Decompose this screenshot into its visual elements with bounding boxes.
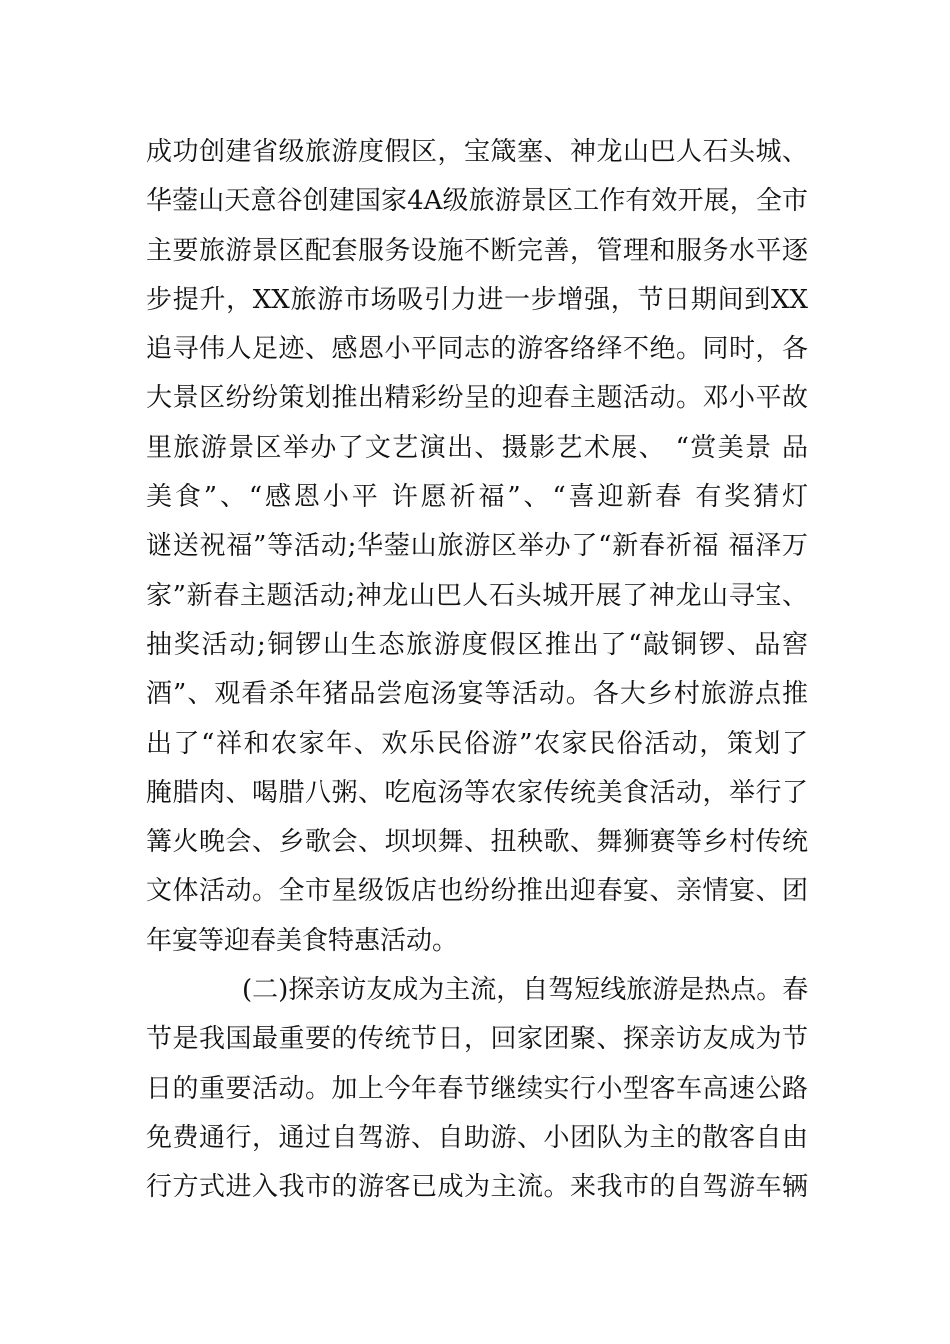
text-line: 美食”、“感恩小平 许愿祈福”、“喜迎新春 有奖猜灯 — [146, 482, 808, 513]
text-line: 步提升，XX旅游市场吸引力进一步增强，节日期间到XX — [146, 284, 808, 315]
text-line: 腌腊肉、喝腊八粥、吃庖汤等农家传统美食活动，举行了 — [146, 777, 808, 808]
text-line: 家”新春主题活动;神龙山巴人石头城开展了神龙山寻宝、 — [146, 580, 808, 611]
text-line: 华蓥山天意谷创建国家4A级旅游景区工作有效开展，全市 — [146, 186, 808, 217]
text-line: 谜送祝福”等活动;华蓥山旅游区举办了“新春祈福 福泽万 — [146, 531, 808, 562]
text-line: 大景区纷纷策划推出精彩纷呈的迎春主题活动。邓小平故 — [146, 383, 808, 414]
paragraph-2 — [146, 966, 808, 1212]
text-line: 抽奖活动;铜锣山生态旅游度假区推出了“敲铜锣、品窖 — [146, 629, 808, 660]
text-line: 文体活动。全市星级饭店也纷纷推出迎春宴、亲情宴、团 — [146, 876, 808, 907]
paragraph-1 — [146, 128, 808, 966]
text-line: 年宴等迎春美食特惠活动。 — [146, 925, 459, 956]
text-line: 成功创建省级旅游度假区，宝箴塞、神龙山巴人石头城、 — [146, 137, 808, 167]
text-line: 出了“祥和农家年、欢乐民俗游”农家民俗活动，策划了 — [146, 728, 808, 759]
text-line: 节是我国最重要的传统节日，回家团聚、探亲访友成为节 — [146, 1024, 808, 1055]
text-line: 酒”、观看杀年猪品尝庖汤宴等活动。各大乡村旅游点推 — [146, 679, 808, 710]
text-line: 篝火晚会、乡歌会、坝坝舞、扭秧歌、舞狮赛等乡村传统 — [146, 827, 808, 858]
text-line: 日的重要活动。加上今年春节继续实行小型客车高速公路 — [146, 1073, 808, 1104]
text-line: 主要旅游景区配套服务设施不断完善，管理和服务水平逐 — [146, 235, 808, 266]
text-line: 追寻伟人足迹、感恩小平同志的游客络绎不绝。同时，各 — [146, 334, 808, 365]
text-line: 免费通行，通过自驾游、自助游、小团队为主的散客自由 — [146, 1122, 808, 1153]
text-line: 里旅游景区举办了文艺演出、摄影艺术展、 “赏美景 品 — [146, 432, 808, 463]
text-line: 行方式进入我市的游客已成为主流。来我市的自驾游车辆 — [146, 1172, 808, 1203]
section-heading-line: (二)探亲访友成为主流，自驾短线旅游是热点。春 — [242, 975, 809, 1005]
